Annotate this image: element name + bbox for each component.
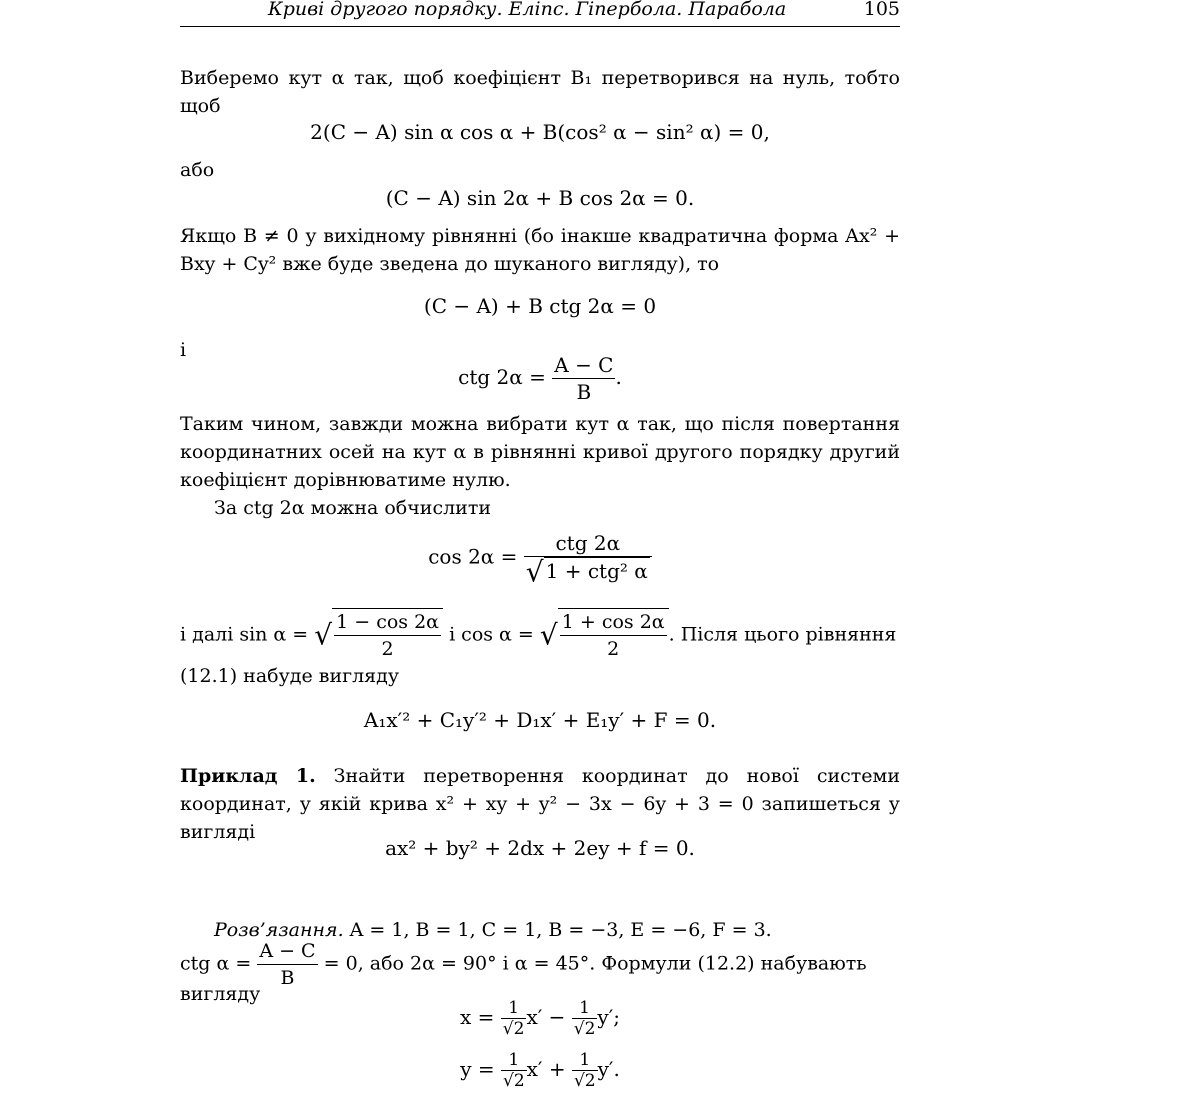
solution-label: Розв’язання. — [214, 919, 344, 941]
running-header — [180, 0, 900, 27]
header-title: Криві другого порядку. Еліпс. Гіпербола. Парабола — [268, 0, 787, 20]
eq8-frac2-radicand: 2 — [584, 1019, 596, 1039]
equation-7: ax² + by² + 2dx + 2ey + f = 0. — [385, 836, 695, 860]
p5-frac1-denominator: 2 — [381, 638, 394, 660]
equation-2: (C − A) sin 2α + B cos 2α = 0. — [385, 186, 695, 210]
eq5-numerator: ctg 2α — [524, 530, 652, 557]
eq8-lhs: x = — [460, 1005, 495, 1029]
equation-8 — [180, 998, 900, 1039]
eq9-frac1-denominator: √2 — [502, 1071, 525, 1091]
paragraph-1: Виберемо кут α так, щоб коефіцієнт B₁ перетворився на нуль, тобто щоб — [180, 67, 900, 117]
sqrt-sign-icon: √ — [539, 618, 558, 652]
equation-1: 2(C − A) sin α cos α + B(cos² α − sin² α) = 0, — [310, 120, 770, 144]
eq8-frac2-denominator: √2 — [573, 1019, 596, 1039]
p5-sqrt2 — [558, 608, 669, 662]
p5-text-c: . Після цього рівняння — [668, 623, 897, 646]
example-text: Знайти перетворення координат до нової системи координат, у якій крива x² + xy + y² − 3x − 6y + 3 = 0 запишеться у вигляді — [180, 765, 900, 843]
eq9-frac1-numerator: 1 — [501, 1050, 527, 1071]
eq4-denominator: B — [576, 380, 592, 404]
sol2-denominator: B — [280, 967, 295, 989]
eq8-rest-2: y′; — [597, 1005, 620, 1029]
eq9-frac2-radicand: 2 — [584, 1071, 596, 1091]
sol2-text-a: ctg α = — [180, 952, 252, 975]
eq4-numerator: A − C — [554, 353, 614, 377]
eq9-rest-2: y′. — [597, 1057, 620, 1081]
eq8-rest-1: x′ − — [526, 1005, 566, 1029]
eq9-fraction-1 — [501, 1050, 527, 1091]
eq5-radicand: 1 + ctg² α — [545, 559, 648, 583]
word-i: і — [180, 339, 187, 361]
sol2-numerator: A − C — [257, 938, 317, 965]
sqrt-sign-icon: √ — [314, 618, 333, 652]
solution-line-3: вигляду — [180, 983, 261, 1005]
eq5-denominator — [524, 555, 652, 589]
example-label: Приклад 1. — [180, 765, 316, 787]
eq8-frac1-denominator: √2 — [502, 1019, 525, 1039]
eq4-fraction — [552, 352, 615, 405]
eq8-fraction-1 — [501, 998, 527, 1039]
eq8-frac2-numerator: 1 — [572, 998, 598, 1019]
paragraph-3: Таким чином, завжди можна вибрати кут α так, що після повертання координатних осей на кут α в рівнянні кривої другого порядку другий коефіцієнт дорівнюватиме нулю. — [180, 413, 900, 491]
eq8-frac1-numerator: 1 — [501, 998, 527, 1019]
page-number: 105 — [863, 0, 900, 20]
paragraph-2: Якщо B ≠ 0 у вихідному рівнянні (бо інакше квадратична форма Ax² + Bxy + Cy² вже буде зведена до шуканого вигляду), то — [180, 225, 900, 275]
eq9-frac2-denominator: √2 — [573, 1071, 596, 1091]
eq4-lhs: ctg 2α = — [458, 365, 546, 389]
sqrt-sign-icon: √ — [525, 555, 544, 589]
eq5-fraction — [524, 530, 652, 589]
sol2-text-b: = 0, або 2α = 90° і α = 45°. Формули (12.2) набувають — [323, 952, 867, 975]
equation-6: A₁x′² + C₁y′² + D₁x′ + E₁y′ + F = 0. — [363, 708, 717, 732]
eq8-fraction-2 — [572, 998, 598, 1039]
eq9-frac2-numerator: 1 — [572, 1050, 598, 1071]
paragraph-5-line-2: (12.1) набуде вигляду — [180, 665, 400, 687]
p5-fraction-1 — [334, 609, 441, 662]
eq8-frac1-radicand: 2 — [513, 1019, 525, 1039]
eq5-lhs: cos 2α = — [428, 544, 518, 569]
p5-sqrt1 — [332, 608, 443, 662]
p5-frac1-numerator: 1 − cos 2α — [334, 609, 441, 636]
solution-text: A = 1, B = 1, C = 1, B = −3, E = −6, F = 3. — [349, 919, 772, 941]
paragraph-5-line-1 — [180, 608, 900, 662]
eq9-rest-1: x′ + — [526, 1057, 566, 1081]
equation-5 — [180, 530, 900, 589]
eq9-lhs: y = — [460, 1057, 495, 1081]
p5-fraction-2 — [560, 609, 667, 662]
word-abo: або — [180, 159, 215, 181]
p5-frac2-numerator: 1 + cos 2α — [560, 609, 667, 636]
p5-frac2-denominator: 2 — [607, 638, 620, 660]
equation-3: (C − A) + B ctg 2α = 0 — [423, 294, 657, 318]
equation-9 — [180, 1050, 900, 1091]
eq9-frac1-radicand: 2 — [513, 1071, 525, 1091]
equation-4: ctg 2α = $\frac{A - C}{B}$ . — [458, 353, 622, 404]
p5-text-a: і далі sin α = — [180, 623, 309, 646]
eq9-fraction-2 — [572, 1050, 598, 1091]
paragraph-4: За ctg 2α можна обчислити — [214, 497, 492, 519]
p5-text-b: і cos α = — [449, 623, 534, 646]
